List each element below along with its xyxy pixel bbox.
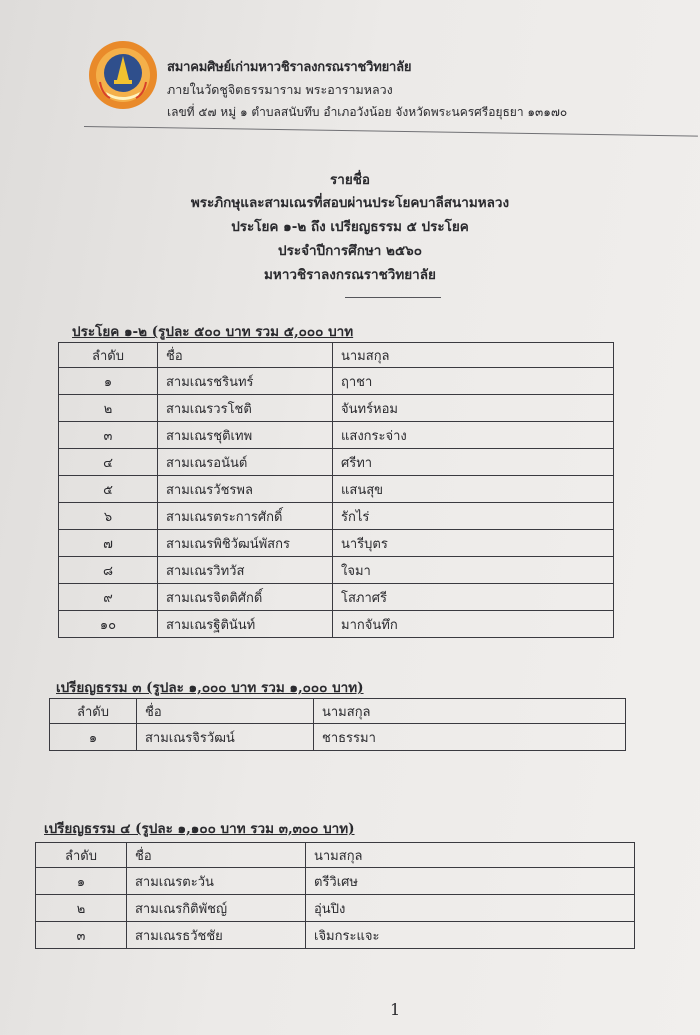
row-name: สามเณรตะวัน	[127, 868, 306, 895]
title-line-3: ประโยค ๑-๒ ถึง เปรียญธรรม ๕ ประโยค	[231, 219, 469, 235]
row-surname: แสนสุข	[333, 476, 614, 503]
table-row	[36, 868, 635, 895]
association-seal-icon	[88, 40, 158, 110]
row-name: สามเณรชุติเทพ	[158, 422, 333, 449]
table-row	[59, 611, 614, 638]
table-row	[59, 476, 614, 503]
column-header-surname: นามสกุล	[333, 343, 614, 368]
table-row	[59, 449, 614, 476]
row-number: ๓	[36, 922, 127, 949]
row-name: สามเณรจิตติศักดิ์	[158, 584, 333, 611]
table-row	[50, 724, 626, 751]
table-row	[59, 368, 614, 395]
row-name: สามเณรกิติพัชญ์	[127, 895, 306, 922]
row-surname: โสภาศรี	[333, 584, 614, 611]
table-row	[59, 503, 614, 530]
row-name: สามเณรพิชิวัฒน์พัสกร	[158, 530, 333, 557]
title-line-2: พระภิกษุและสามเณรที่สอบผ่านประโยคบาลีสนามหลวง	[190, 195, 510, 211]
table-row	[59, 395, 614, 422]
row-number: ๑	[36, 868, 127, 895]
row-number: ๗	[59, 530, 158, 557]
row-surname: ฤาชา	[333, 368, 614, 395]
column-header-surname: นามสกุล	[306, 843, 635, 868]
table-row	[36, 895, 635, 922]
column-header-name: ชื่อ	[127, 843, 306, 868]
title-divider	[345, 297, 441, 298]
row-name: สามเณรจิรวัฒน์	[137, 724, 314, 751]
row-number: ๔	[59, 449, 158, 476]
row-number: ๙	[59, 584, 158, 611]
row-surname: จันทร์หอม	[333, 395, 614, 422]
row-surname: มากจันทึก	[333, 611, 614, 638]
column-header-surname: นามสกุล	[314, 699, 626, 724]
table-row	[59, 530, 614, 557]
row-name: สามเณรวัชรพล	[158, 476, 333, 503]
section3-heading: เปรียญธรรม ๔ (รูปละ ๑,๑๐๐ บาท รวม ๓,๓๐๐ บาท)	[44, 821, 355, 837]
table-header-row	[36, 843, 635, 868]
table-row	[59, 422, 614, 449]
table-row	[59, 557, 614, 584]
row-number: ๑	[50, 724, 137, 751]
title-line-5: มหาวชิราลงกรณราชวิทยาลัย	[264, 267, 436, 283]
row-surname: รักไร่	[333, 503, 614, 530]
row-surname: ชาธรรมา	[314, 724, 626, 751]
row-surname: อุ่นปิง	[306, 895, 635, 922]
row-name: สามเณรชรินทร์	[158, 368, 333, 395]
table-row	[36, 922, 635, 949]
row-number: ๖	[59, 503, 158, 530]
row-name: สามเณรวรโชติ	[158, 395, 333, 422]
title-line-4: ประจำปีการศึกษา ๒๕๖๐	[278, 243, 422, 259]
row-surname: ตรีวิเศษ	[306, 868, 635, 895]
org-location: ภายในวัดชูจิตธรรมาราม พระอารามหลวง	[167, 82, 393, 97]
row-name: สามเณรฐิตินันท์	[158, 611, 333, 638]
table-header-row	[59, 343, 614, 368]
section2-heading: เปรียญธรรม ๓ (รูปละ ๑,๐๐๐ บาท รวม ๑,๐๐๐ บาท)	[56, 680, 364, 696]
row-number: ๓	[59, 422, 158, 449]
column-header-no: ลำดับ	[59, 343, 158, 368]
org-name: สมาคมศิษย์เก่ามหาวชิราลงกรณราชวิทยาลัย	[167, 60, 412, 75]
table-header-row	[50, 699, 626, 724]
row-name: สามเณรอนันต์	[158, 449, 333, 476]
section1-heading: ประโยค ๑-๒ (รูปละ ๕๐๐ บาท รวม ๕,๐๐๐ บาท	[72, 324, 354, 340]
row-name: สามเณรธวัชชัย	[127, 922, 306, 949]
row-surname: ใจมา	[333, 557, 614, 584]
row-number: ๘	[59, 557, 158, 584]
table-row	[59, 584, 614, 611]
section2-table	[49, 698, 626, 751]
row-number: ๒	[59, 395, 158, 422]
row-name: สามเณรตระการศักดิ์	[158, 503, 333, 530]
row-surname: เจิมกระแจะ	[306, 922, 635, 949]
header-divider	[84, 126, 698, 137]
row-surname: แสงกระจ่าง	[333, 422, 614, 449]
org-address: เลขที่ ๕๗ หมู่ ๑ ตำบลสนับทึบ อำเภอวังน้อย จังหวัดพระนครศรีอยุธยา ๑๓๑๗๐	[167, 105, 568, 119]
column-header-name: ชื่อ	[158, 343, 333, 368]
title-line-1: รายชื่อ	[329, 172, 370, 188]
row-surname: ศรีทา	[333, 449, 614, 476]
section3-table	[35, 842, 635, 949]
row-number: ๑๐	[59, 611, 158, 638]
page-number: 1	[390, 1000, 401, 1019]
row-surname: นารีบุตร	[333, 530, 614, 557]
column-header-no: ลำดับ	[36, 843, 127, 868]
column-header-no: ลำดับ	[50, 699, 137, 724]
column-header-name: ชื่อ	[137, 699, 314, 724]
row-number: ๑	[59, 368, 158, 395]
row-number: ๒	[36, 895, 127, 922]
row-name: สามเณรวิทวัส	[158, 557, 333, 584]
section1-table	[58, 342, 614, 638]
row-number: ๕	[59, 476, 158, 503]
